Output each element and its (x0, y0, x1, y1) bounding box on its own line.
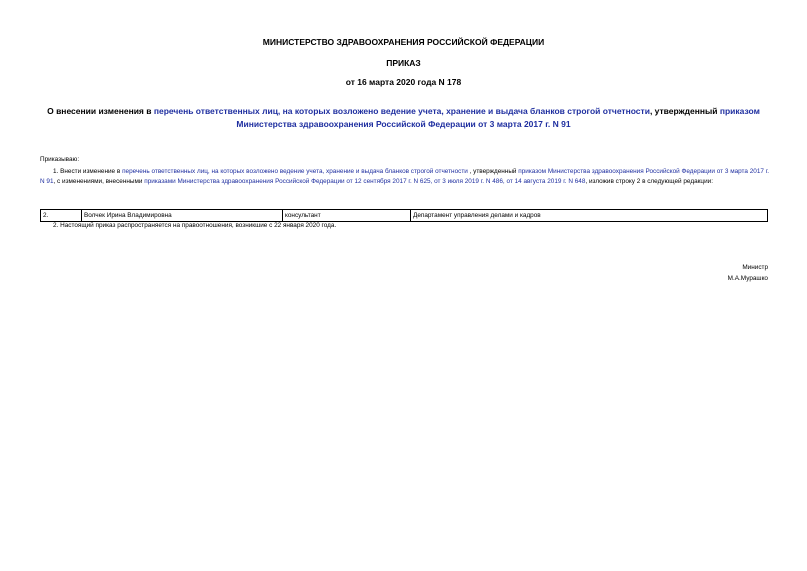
document-title (40, 105, 767, 131)
p1-link-amendments[interactable]: приказами Министерства здравоохранения Российской Федерации от 12 сентября 2017 г. N 625, от 3 июля 2019 г. N 486, от 14 августа 2019 г. N 648 (144, 178, 586, 185)
cell-name: Волчек Ирина Владимировна (82, 210, 283, 222)
p1-link-order[interactable]: приказом Министерства здравоохранения Российской Федерации от 3 марта 2017 г. N 91 (40, 168, 770, 185)
paragraph-2: 2. Настоящий приказ распространяется на правоотношения, возникшие с 22 января 2020 года. (53, 222, 337, 229)
p1-start: 1. Внести изменение в (53, 168, 123, 175)
title-middle: , утвержденный (649, 106, 720, 116)
signature-position: Министр (742, 264, 768, 271)
title-prefix: О внесении изменения в (47, 106, 154, 116)
cell-number: 2. (41, 210, 82, 222)
p1-mid2: , с изменениями, внесенными (53, 178, 145, 185)
p1-link-list[interactable]: перечень ответственных лиц, на которых возложено ведение учета, хранение и выдача бланков строгой отчетности (122, 168, 468, 175)
ministry-heading: МИНИСТЕРСТВО ЗДРАВООХРАНЕНИЯ РОССИЙСКОЙ ФЕДЕРАЦИИ (262, 37, 545, 47)
signature-name: М.А.Мурашко (727, 275, 768, 282)
date-number-heading: от 16 марта 2020 года N 178 (345, 77, 462, 87)
table-row (41, 210, 768, 222)
title-link-order[interactable]: приказом Министерства здравоохранения Российской Федерации от 3 марта 2017 г. N 91 (236, 106, 760, 129)
doc-type-heading: ПРИКАЗ (386, 58, 421, 68)
cell-department: Департамент управления делами и кадров (411, 210, 768, 222)
title-link-list[interactable]: перечень ответственных лиц, на которых возложено ведение учета, хранение и выдача бланков строгой отчетности (153, 106, 650, 116)
p1-mid1: , утвержденный (467, 168, 519, 175)
order-word: Приказываю: (40, 156, 80, 163)
p1-end: , изложив строку 2 в следующей редакции: (585, 178, 713, 185)
cell-position: консультант (283, 210, 411, 222)
paragraph-1 (40, 167, 770, 187)
